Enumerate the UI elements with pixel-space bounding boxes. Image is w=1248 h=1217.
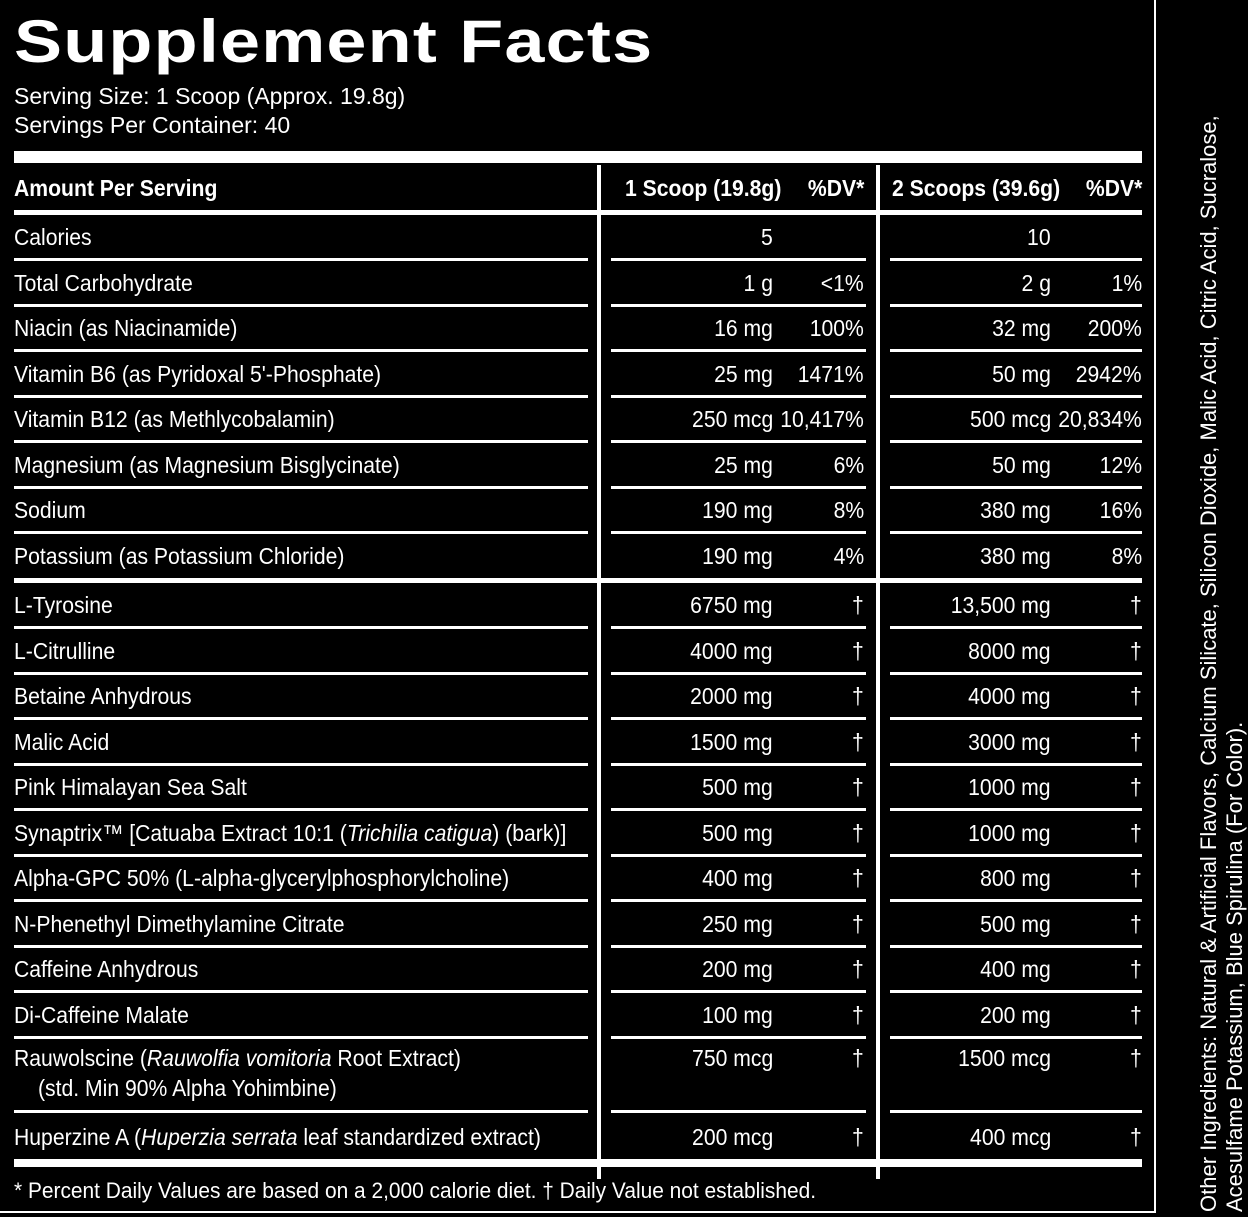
dv-1-scoop: † [852, 910, 864, 937]
amount-1-scoop: 5 [761, 224, 773, 250]
dv-1-scoop: † [852, 1001, 864, 1028]
dv-2-scoops: † [1130, 910, 1142, 937]
amount-1-scoop: 16 mg [714, 315, 773, 341]
ingredient-name: Malic Acid [14, 728, 110, 755]
dv-1-scoop: † [852, 956, 864, 982]
dv-2-scoops: † [1130, 1124, 1142, 1150]
footnote: * Percent Daily Values are based on a 2,000 calorie diet. † Daily Value not established. [14, 1178, 817, 1203]
header-amount-per-serving: Amount Per Serving [14, 175, 218, 201]
amount-2-scoops: 13,500 mg [950, 592, 1051, 618]
table-row [14, 1116, 1142, 1161]
dv-1-scoop: 6% [833, 451, 864, 478]
amount-2-scoops: 1000 mg [968, 819, 1051, 846]
dv-2-scoops: 2942% [1076, 360, 1142, 387]
ingredient-name-part: Rauwolscine ( [14, 1045, 147, 1071]
ingredient-name: Vitamin B12 (as Methlycobalamin) [14, 406, 335, 432]
amount-2-scoops: 10 [1027, 224, 1051, 250]
table-row [14, 994, 1142, 1039]
ingredient-name: N-Phenethyl Dimethylamine Citrate [14, 910, 345, 937]
amount-1-scoop: 190 mg [702, 497, 773, 523]
bottom-bar [14, 1159, 1142, 1167]
ingredient-name-part: Synaptrix™ [Catuaba Extract 10:1 ( [14, 819, 347, 846]
table-row [14, 721, 1142, 766]
header-col1: 1 Scoop (19.8g) [625, 175, 782, 201]
dv-2-scoops: † [1130, 774, 1142, 800]
header-dv2: %DV* [1085, 175, 1142, 201]
table-row [14, 857, 1142, 902]
top-bar [14, 151, 1142, 163]
table-row [14, 630, 1142, 675]
ingredient-name: L-Citrulline [14, 637, 116, 664]
ingredient-name: Di-Caffeine Malate [14, 1001, 189, 1028]
table-row [14, 398, 1142, 443]
table-row [14, 489, 1142, 534]
amount-2-scoops: 50 mg [992, 360, 1051, 387]
amount-2-scoops: 500 mcg [969, 406, 1051, 432]
table-row [14, 766, 1142, 811]
other-ingredients-line2: Acesulfame Potassium, Blue Spirulina (For Color). [1222, 721, 1247, 1212]
dv-1-scoop: 4% [833, 542, 864, 569]
amount-2-scoops: 32 mg [992, 315, 1051, 341]
ingredient-name: L-Tyrosine [14, 592, 113, 618]
amount-2-scoops: 380 mg [980, 542, 1051, 569]
ingredient-latin-name: Rauwolfia vomitoria [146, 1045, 332, 1071]
amount-2-scoops: 50 mg [992, 451, 1051, 478]
amount-1-scoop: 4000 mg [690, 637, 773, 664]
servings-per-container: Servings Per Container: 40 [14, 112, 291, 138]
dv-1-scoop: <1% [821, 269, 864, 296]
ingredient-name [14, 1043, 461, 1073]
table-row [14, 353, 1142, 398]
amount-1-scoop: 200 mcg [691, 1124, 773, 1150]
dv-2-scoops: † [1130, 728, 1142, 755]
ingredient-name: Total Carbohydrate [14, 269, 193, 296]
ingredient-latin-name: Trichilia catigua [346, 819, 493, 846]
dv-2-scoops: † [1130, 637, 1142, 664]
dv-1-scoop: 8% [833, 497, 864, 523]
ingredient-name-part: Huperzine A ( [14, 1124, 142, 1150]
table-row [14, 535, 1142, 580]
ingredient-name-part: ) (bark)] [492, 819, 567, 846]
facts-table [14, 151, 1142, 1175]
amount-1-scoop: 1 g [743, 269, 773, 296]
amount-2-scoops: 1000 mg [968, 774, 1051, 800]
table-row [14, 948, 1142, 993]
table-row [14, 307, 1142, 352]
row-rule [14, 1110, 588, 1113]
dv-1-scoop: † [852, 728, 864, 755]
ingredient-name: Pink Himalayan Sea Salt [14, 774, 247, 800]
table-row [14, 903, 1142, 948]
ingredient-latin-name: Huperzia serrata [141, 1124, 298, 1150]
amount-2-scoops: 4000 mg [968, 683, 1051, 709]
ingredient-name-line2: (std. Min 90% Alpha Yohimbine) [38, 1075, 337, 1101]
ingredient-name: Vitamin B6 (as Pyridoxal 5'-Phosphate) [14, 360, 382, 387]
dv-2-scoops: † [1130, 865, 1142, 891]
header-dv1: %DV* [807, 175, 864, 201]
dv-2-scoops: † [1130, 1045, 1142, 1071]
ingredient-name: Sodium [14, 497, 86, 523]
amount-2-scoops: 500 mg [980, 910, 1051, 937]
amount-1-scoop: 100 mg [702, 1001, 773, 1028]
table-row [14, 1039, 1142, 1113]
amount-1-scoop: 25 mg [714, 360, 773, 387]
dv-1-scoop: † [852, 774, 864, 800]
row-rule [890, 1110, 1142, 1113]
dv-2-scoops: † [1130, 592, 1142, 618]
dv-1-scoop: † [852, 819, 864, 846]
amount-1-scoop: 190 mg [702, 542, 773, 569]
amount-1-scoop: 250 mcg [691, 406, 773, 432]
dv-1-scoop: 1471% [798, 360, 864, 387]
dv-1-scoop: 10,417% [780, 406, 864, 432]
amount-2-scoops: 400 mg [980, 956, 1051, 982]
dv-1-scoop: † [852, 865, 864, 891]
header-row [14, 165, 1142, 212]
ingredient-name: Caffeine Anhydrous [14, 956, 199, 982]
amount-1-scoop: 200 mg [702, 956, 773, 982]
amount-1-scoop: 2000 mg [690, 683, 773, 709]
table-row [14, 812, 1142, 857]
ingredient-name-part: Root Extract) [331, 1045, 461, 1071]
ingredient-name-part: leaf standardized extract) [297, 1124, 541, 1150]
amount-2-scoops: 400 mcg [969, 1124, 1051, 1150]
table-row [14, 444, 1142, 489]
ingredient-name: Betaine Anhydrous [14, 683, 192, 709]
section-bar [14, 578, 1142, 583]
amount-2-scoops: 800 mg [980, 865, 1051, 891]
dv-1-scoop: † [852, 1045, 864, 1071]
amount-2-scoops: 2 g [1021, 269, 1051, 296]
other-ingredients [1196, 112, 1248, 1212]
ingredient-name: Calories [14, 224, 92, 250]
amount-2-scoops: 3000 mg [968, 728, 1051, 755]
panel-title: Supplement Facts [14, 8, 654, 75]
header-col2: 2 Scoops (39.6g) [892, 175, 1061, 201]
ingredient-name [14, 812, 566, 854]
dv-1-scoop: † [852, 683, 864, 709]
dv-2-scoops: † [1130, 683, 1142, 709]
amount-1-scoop: 750 mcg [691, 1045, 773, 1071]
amount-1-scoop: 500 mg [702, 819, 773, 846]
dv-1-scoop: † [852, 1124, 864, 1150]
other-ingredients-line1: Other Ingredients: Natural & Artificial Flavors, Calcium Silicate, Silicon Dioxide, Malic Acid, Citric Acid, Sucralose, [1196, 115, 1221, 1212]
amount-1-scoop: 250 mg [702, 910, 773, 937]
amount-1-scoop: 6750 mg [690, 592, 773, 618]
dv-2-scoops: 16% [1099, 497, 1142, 523]
dv-2-scoops: † [1130, 956, 1142, 982]
ingredient-name: Potassium (as Potassium Chloride) [14, 542, 345, 569]
amount-2-scoops: 200 mg [980, 1001, 1051, 1028]
table-row [14, 584, 1142, 629]
dv-2-scoops: 200% [1087, 315, 1142, 341]
dv-1-scoop: † [852, 637, 864, 664]
table-row [14, 262, 1142, 307]
dv-2-scoops: 8% [1111, 542, 1142, 569]
ingredient-name: Magnesium (as Magnesium Bisglycinate) [14, 451, 400, 478]
amount-2-scoops: 380 mg [980, 497, 1051, 523]
amount-1-scoop: 500 mg [702, 774, 773, 800]
row-rule [611, 1110, 866, 1113]
serving-size: Serving Size: 1 Scoop (Approx. 19.8g) [14, 83, 406, 109]
amount-2-scoops: 1500 mcg [958, 1045, 1051, 1071]
ingredient-name: Niacin (as Niacinamide) [14, 315, 238, 341]
ingredient-name: Alpha-GPC 50% (L-alpha-glycerylphosphorylcholine) [14, 865, 510, 891]
dv-2-scoops: 12% [1099, 451, 1142, 478]
dv-2-scoops: 20,834% [1058, 406, 1142, 432]
table-row [14, 216, 1142, 261]
dv-2-scoops: † [1130, 1001, 1142, 1028]
dv-1-scoop: 100% [809, 315, 864, 341]
amount-2-scoops: 8000 mg [968, 637, 1051, 664]
header-bar [14, 210, 1142, 215]
table-row [14, 675, 1142, 720]
amount-1-scoop: 1500 mg [690, 728, 773, 755]
dv-1-scoop: † [852, 592, 864, 618]
dv-2-scoops: 1% [1111, 269, 1142, 296]
dv-2-scoops: † [1130, 819, 1142, 846]
amount-1-scoop: 25 mg [714, 451, 773, 478]
ingredient-name [14, 1116, 541, 1158]
amount-1-scoop: 400 mg [702, 865, 773, 891]
